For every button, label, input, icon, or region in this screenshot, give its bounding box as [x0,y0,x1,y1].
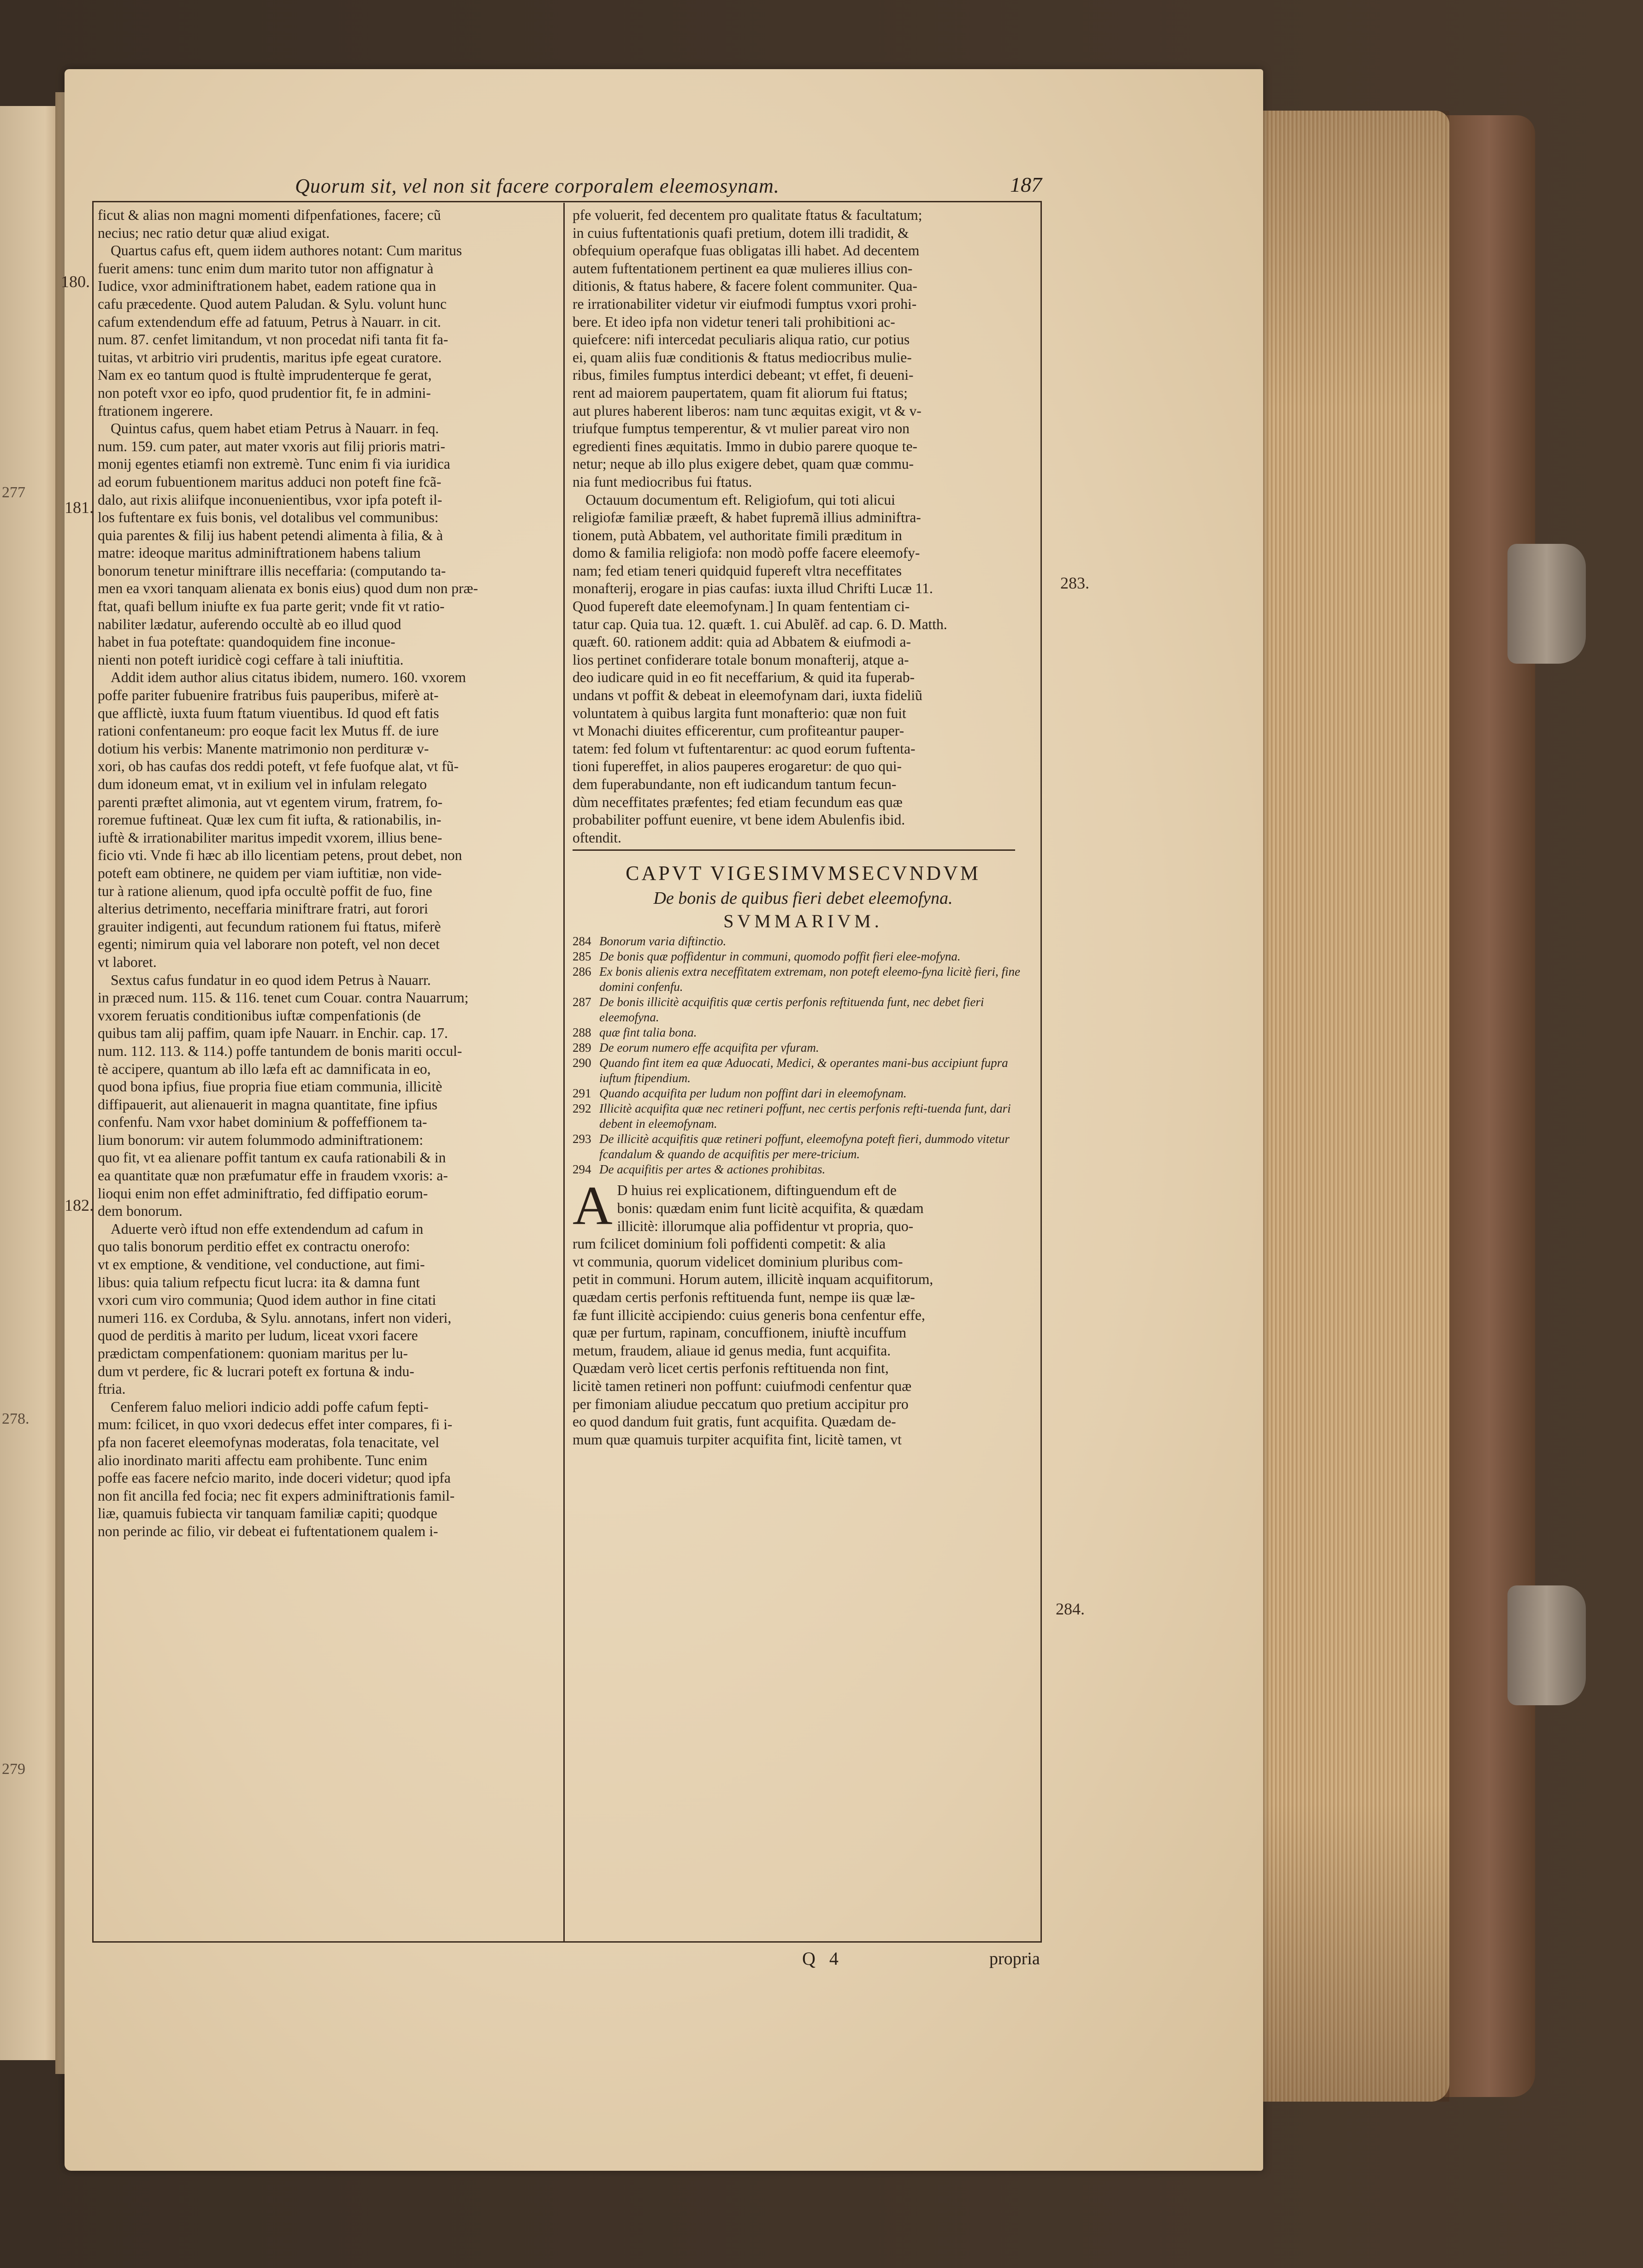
text-line: ftrationem ingerere. [98,402,213,419]
text-line: dùm neceffitates præfentes; fed etiam fecundum eas quæ [573,794,903,810]
summary-item-text: De illicitè acquifitis quæ retineri poffunt, eleemofyna poteft fieri, dummodo vitetur fcandalum & quando de acquifitis per mere-tricium. [599,1132,1010,1161]
chapter-rule [573,849,1015,851]
text-line: dum idoneum emat, vt in exilium vel in infulam relegato [98,776,427,792]
text-line: vxori cum viro communia; Quod idem author in fine citati [98,1292,436,1308]
text-line: petit in communi. Horum autem, illicitè inquam acquifitorum, [573,1271,934,1288]
margin-number: 283. [1060,574,1089,592]
right-text-column [573,206,1034,1449]
summary-item-number: 285 [573,949,591,964]
text-line: Quædam verò licet certis perfonis reftituenda non fint, [573,1360,889,1377]
text-line: los fuftentare ex fuis bonis, vel dotalibus vel communibus: [98,509,439,526]
chapter-heading [573,859,1034,934]
text-line: egredienti fines æquitatis. Immo in dubio parere quoque te- [573,438,917,454]
text-line: habet in fua poteftate: quandoquidem fine inconue- [98,634,396,650]
text-line: tuitas, vt arbitrio viri prudentis, maritus ipfe egeat curatore. [98,349,442,365]
text-line: poteft eam obtinere, ne quidem per viam iuftitiæ, non vide- [98,865,442,881]
text-line: nabiliter lædatur, auferendo occultè ab eo illud quod [98,616,402,632]
text-line: nia funt mediocribus fui ftatus. [573,473,752,490]
summary-item-text: De bonis illicitè acquifitis quæ certis perfonis reftituenda funt, nec debet fieri eleemofyna. [599,995,984,1025]
text-line: vxorem feruatis conditionibus iuftæ compenfationis (de [98,1007,421,1024]
chapter-subtitle: De bonis de quibus fieri debet eleemofyna. [653,889,953,908]
text-line: alio inordinato mariti affectu eam prohibente. Tunc enim [98,1452,427,1468]
summary-item-text: quæ fint talia bona. [599,1025,697,1040]
text-line: iuftè & irrationabiliter maritus impedit vxorem, illius bene- [98,829,443,846]
text-line: Octauum documentum eft. Religiofum, qui toti alicui [585,491,895,508]
summary-item-text: Illicitè acquifita quæ nec retineri poffunt, nec certis perfonis refti-tuenda funt, dari debent in eleemofynam. [599,1102,1011,1131]
text-line: pfe voluerit, fed decentem pro qualitate ftatus & facultatum; [573,207,922,223]
text-line: diffipauerit, aut alienauerit in magna quantitate, fine ipfius [98,1096,437,1113]
summary-heading: SVMMARIVM. [723,911,883,932]
text-line: aut plures haberent liberos: nam tunc æquitas exigit, vt & v- [573,402,922,419]
text-line: dem bonorum. [98,1203,183,1219]
text-line: Quod fupereft date eleemofynam.] In quam fententiam ci- [573,598,910,615]
text-line: ei, quam aliis fuæ conditionis & ftatus mediocribus mulie- [573,349,912,365]
text-line: triufque fumptus temperentur, & vt mulier pareat viro non [573,420,910,437]
text-line: rationi confentaneum: pro eoque facit lex Mutus ff. de iure [98,723,439,739]
summary-item [573,934,1034,949]
text-line: deo iudicare quid in eo fit neceffarium, & quid ita fuperab- [573,669,915,686]
text-line: nam; fed etiam teneri quidquid fupereft vltra neceffitates [573,562,902,579]
summary-item-number: 284 [573,934,591,948]
text-line: roremue fuftineat. Quæ lex cum fit iufta, & rationabilis, in- [98,812,442,828]
summary-item [573,1025,1034,1040]
summary-item-number: 286 [573,965,591,979]
metal-clasp-icon [1507,544,1586,664]
text-line: re irrationabiliter videtur vir eiufmodi fumptus vxori prohi- [573,295,917,312]
margin-number: 181. [65,498,94,517]
top-rule [92,201,1042,202]
summary-item-text: Ex bonis alienis extra neceffitatem extremam, non poteft eleemo-fyna licitè fieri, fine domini confenfu. [599,965,1020,994]
text-line: men ea vxori tanquam alienata ex bonis eius) quod dum non præ- [98,580,478,597]
summary-item [573,1101,1034,1131]
text-line: mum quæ quamuis turpiter acquifita fint, licitè tamen, vt [573,1431,902,1448]
drop-capital: A [573,1175,613,1237]
text-line: rum fcilicet dominium foli poffidenti competit: & alia [573,1236,886,1252]
right-column-top-text [573,206,1034,847]
text-line: ea quantitate quæ non præfumatur effe in fraudem vxoris: a- [98,1167,448,1184]
book-cover-edge [1443,115,1535,2097]
text-line: illicitè: illorumque alia poffidentur vt propria, quo- [617,1218,914,1234]
summary-list [573,934,1034,1177]
text-line: poffe eas facere nefcio marito, inde doceri videtur; quod ipfa [98,1470,451,1486]
text-line: quædam certis perfonis reftituenda funt, nempe iis quæ læ- [573,1289,915,1305]
text-line: num. 87. cenfet limitandum, vt non procedat nifi tanta fit fa- [98,331,449,348]
text-line: non fit ancilla fed focia; nec fit expers adminiftrationis famil- [98,1487,455,1504]
text-line: lios pertinet confiderare totale bonum monafterij, atque a- [573,651,909,668]
margin-number: 182. [65,1196,94,1214]
text-line: monij egentes etiamfi non extremè. Tunc enim fi via iuridica [98,456,450,472]
running-header [92,174,1042,200]
text-line: numeri 116. ex Corduba, & Sylu. annotans, infert non videri, [98,1309,451,1326]
frame-right-rule [1040,201,1042,1942]
running-head-title: Quorum sit, vel non sit facere corporalem eleemosynam. [295,175,780,197]
summary-item-number: 290 [573,1056,591,1070]
text-line: tatem: fed folum vt fuftentarentur: ac quod eorum fuftenta- [573,740,916,757]
metal-clasp-icon [1507,1585,1586,1705]
text-line: bere. Et ideo ipfa non videtur teneri tali prohibitioni ac- [573,313,895,330]
text-line: num. 159. cum pater, aut mater vxoris aut filij prioris matri- [98,438,445,454]
text-line: ftria. [98,1381,126,1397]
text-line: poffe pariter fubuenire fratribus fuis pauperibus, miferè at- [98,687,439,704]
summary-item-number: 292 [573,1102,591,1116]
text-line: eo quod dandum fuit gratis, funt acquifita. Quædam de- [573,1414,896,1430]
summary-item-number: 294 [573,1162,591,1177]
text-line: dem fuperabundante, non eft iudicandum tantum fecun- [573,776,897,792]
text-line: tatur cap. Quia tua. 12. quæft. 1. cui Abulẽf. ad cap. 6. D. Matth. [573,616,947,632]
text-line: autem fuftentationem pertinent ea quæ mulieres illius con- [573,260,913,277]
summary-item-number: 288 [573,1025,591,1040]
text-line: lium bonorum: vir autem folummodo adminiftrationem: [98,1131,424,1148]
summary-item [573,1055,1034,1086]
text-line: pfa non faceret eleemofynas moderatas, fola tenacitate, vel [98,1434,439,1450]
text-line: ditionis, & ftatus habere, & facere folent communiter. Qua- [573,278,917,295]
text-line: tioni fupereffet, in alios pauperes erogaretur: de quo qui- [573,758,902,775]
text-line: Quintus cafus, quem habet etiam Petrus à Nauarr. in feq. [111,420,439,437]
text-line: oftendit. [573,829,621,846]
page-fore-edge [1259,111,1449,2102]
text-line: quod de perditis à marito per ludum, liceat vxori facere [98,1327,418,1344]
text-line: dotium his verbis: Manente matrimonio non perdituræ v- [98,740,429,757]
text-line: vt laboret. [98,954,157,970]
summary-item-number: 291 [573,1086,591,1101]
text-line: fuerit amens: tunc enim dum marito tutor non affignatur à [98,260,434,277]
text-line: licitè tamen retineri non poffunt: cuiufmodi cenfentur quæ [573,1378,912,1394]
text-line: monafterij, erogare in pias caufas: iuxta illud Chrifti Lucæ 11. [573,580,933,597]
frame-left-rule [92,201,94,1942]
text-line: religiofæ familiæ præeft, & habet fupremã illius adminiftra- [573,509,921,526]
text-line: tur à ratione alienum, quod ipfa occultè poffit de fuo, fine [98,883,432,899]
text-line: in præced num. 115. & 116. tenet cum Couar. contra Nauarrum; [98,990,469,1006]
summary-item [573,1040,1034,1055]
text-line: necius; nec ratio detur quæ aliud exigat. [98,224,330,241]
summary-item-text: De eorum numero effe acquifita per vfuram. [599,1041,819,1055]
text-line: probabiliter poffunt euenire, vt bene idem Abulenfis ibid. [573,812,905,828]
text-line: non perinde ac filio, vir debeat ei fuftentationem qualem i- [98,1523,438,1539]
text-line: matre: ideoque maritus adminiftrationem habens talium [98,545,421,561]
summary-item [573,964,1034,995]
text-line: netur; neque ab illo plus exigere debet, quam quæ commu- [573,456,914,472]
text-line: num. 112. 113. & 114.) poffe tantundem de bonis mariti occul- [98,1043,462,1059]
text-line: vt communia, quorum videlicet dominium pluribus com- [573,1253,903,1270]
text-line: Cenferem faluo meliori indicio addi poffe cafum fepti- [111,1398,429,1415]
right-column-bottom-text [573,1175,1034,1449]
text-line: D huius rei explicationem, diftinguendum eft de [617,1182,897,1199]
text-line: parenti præftet alimonia, aut vt egentem virum, fratrem, fo- [98,794,443,810]
text-line: Quartus cafus eft, quem iidem authores notant: Cum maritus [111,242,462,259]
text-line: quia parentes & filij ius habent petendi alimenta à filia, & à [98,527,443,543]
text-line: non poteft vxor eo ipfo, quod prudentior fit, fe in admini- [98,384,431,401]
text-line: voluntatem à quibus largita funt monafterio: quæ non fuit [573,705,906,721]
text-line: fæ funt illicitè accipiendo: cuius generis bona cenfentur effe, [573,1307,925,1323]
text-line: bonis: quædam enim funt licitè acquifita, & quædam [617,1200,924,1216]
summary-item-text: De acquifitis per artes & actiones prohibitas. [599,1162,826,1177]
text-line: tionem, putà Abbatem, vel authoritate fimili præditum in [573,527,902,543]
text-line: ftat, quafi bellum iniufte ex fua parte gerit; vnde fit vt ratio- [98,598,445,615]
text-line: quod bona ipfius, fiue propria fiue etiam communia, illicitè [98,1078,443,1095]
text-line: quæ per furtum, rapinam, concuffionem, iniuftè incuffum [573,1325,907,1341]
margin-number: 284. [1056,1600,1085,1618]
text-line: cafum extendendum effe ad fatuum, Petrus à Nauarr. in cit. [98,313,441,330]
text-line: Nam ex eo tantum quod is ftultè imprudenterque fe gerat, [98,367,432,383]
text-line: ficio vti. Vnde fi hæc ab illo licentiam petens, prout debet, non [98,847,462,864]
text-line: metum, fraudem, aliaue id genus media, funt acquifita. [573,1342,891,1359]
summary-item-number: 293 [573,1132,591,1146]
text-line: cafu præcedente. Quod autem Paludan. & Sylu. volunt hunc [98,295,447,312]
page-number: 187 [1010,173,1042,196]
text-line: mum: fcilicet, in quo vxori dedecus effet inter compares, fi i- [98,1416,453,1433]
text-line: quibus tam alij paffim, quam ipfe Nauarr. in Enchir. cap. 17. [98,1025,448,1042]
margin-number: 180. [61,272,90,291]
summary-item-number: 289 [573,1041,591,1055]
text-line: bonorum tenetur miniftrare illis neceffaria: (computando ta- [98,562,446,579]
summary-item [573,1162,1034,1177]
summary-item-text: Quando acquifita per ludum non poffint dari in eleemofynam. [599,1086,907,1101]
text-line: undans vt poffit & debeat in eleemofynam dari, iuxta fideliũ [573,687,922,704]
summary-item [573,1131,1034,1162]
prev-page-margin-number: 277 [2,484,25,501]
text-line: dalo, aut rixis aliifque inconuenientibus, vxor ipfa poteft il- [98,491,443,508]
text-line: nienti non poteft iuridicè cogi ceffare à tali iniuftitia. [98,651,404,668]
text-line: rent ad maiorem paupertatem, quam fit aliorum fui ftatus; [573,384,908,401]
text-line: quiefcere: nifi intercedat peculiaris aliqua ratio, cur potius [573,331,910,348]
text-line: alterius detrimento, neceffaria miniftrare fratri, aut forori [98,901,428,917]
left-text-column [98,206,556,1541]
text-line: quæft. 60. rationem addit: quia ad Abbatem & eiufmodi a- [573,634,911,650]
summary-item-text: De bonis quæ poffidentur in communi, quomodo poffit fieri elee-mofyna. [599,949,961,964]
summary-item-number: 287 [573,995,591,1009]
summary-item [573,949,1034,964]
prev-page-margin-number: 279 [2,1761,25,1778]
text-line: Iudice, vxor adminiftrationem habet, eadem ratione qua in [98,278,436,295]
text-line: confenfu. Nam vxor habet dominium & poffeffionem ta- [98,1114,427,1131]
text-line: Sextus cafus fundatur in eo quod idem Petrus à Nauarr. [111,972,431,988]
text-line: prædictam compenfationem: quoniam maritus per lu- [98,1345,408,1361]
text-line: xori, ob has caufas dos reddi poteft, vt fefe fuofque alat, vt fũ- [98,758,459,775]
text-line: grauiter indigenti, aut fecundum rationem fui ftatus, miferè [98,918,441,935]
text-line: per fimoniam aliudue peccatum quo pretium accipitur pro [573,1396,909,1412]
signature-mark: Q 4 [802,1948,843,1969]
summary-item [573,995,1034,1025]
summary-item [573,1086,1034,1101]
text-line: ad eorum fubuentionem maritus adduci non poteft fine fcã- [98,473,442,490]
text-line: vt Monachi diuites efficerentur, cum profiteantur pauper- [573,723,904,739]
text-line: in cuius fuftentationis quafi pretium, dotem illi tradidit, & [573,224,909,241]
catchword: propria [989,1949,1040,1968]
text-line: quo fit, vt ea alienare poffit tantum ex caufa rationabili & in [98,1149,446,1166]
column-divider [563,203,565,1941]
text-line: liæ, quamuis fubiecta vir tanquam familiæ capiti; quodque [98,1505,437,1522]
text-line: vt ex emptione, & venditione, vel conductione, aut fimi- [98,1256,425,1273]
text-line: Addit idem author alius citatus ibidem, numero. 160. vxorem [111,669,466,686]
text-line: dum vt perdere, fic & lucrari poteft ex fortuna & indu- [98,1363,414,1379]
text-line: domo & familia religiofa: non modò poffe facere eleemofy- [573,545,920,561]
text-line: quo talis bonorum perditio effet ex contractu onerofo: [98,1238,410,1255]
prev-page-margin-number: 278. [2,1410,30,1427]
summary-item-text: Quando fint item ea quæ Aduocati, Medici, & operantes mani-bus accipiunt fupra iuftum ftipendium. [599,1056,1008,1085]
text-line: egenti; nimirum quia vel laborare non poteft, vel non decet [98,936,440,953]
text-line: que afflictè, iuxta fuum ftatum viuentibus. Id quod eft fatis [98,705,439,721]
bottom-rule [92,1941,1042,1943]
text-line: ficut & alias non magni momenti difpenfationes, facere; cũ [98,207,441,223]
text-line: libus: quia talium refpectu ficut lucra: ita & damna funt [98,1274,420,1290]
chapter-title: CAPVT VIGESIMVMSECVNDVM [626,862,981,885]
summary-item-text: Bonorum varia diftinctio. [599,934,727,948]
text-line: obfequium operafque fuas obligatas illi habet. Ad decentem [573,242,920,259]
text-line: ribus, fimiles fumptus interdici debeant; vt effet, fi deueni- [573,367,914,383]
text-line: lioqui enim non effet adminiftratio, fed diffipatio eorum- [98,1185,428,1202]
text-line: Aduerte verò iftud non effe extendendum ad cafum in [111,1220,424,1237]
text-line: tè accipere, quantum ab illo læfa eft ac damnificata in eo, [98,1060,431,1077]
